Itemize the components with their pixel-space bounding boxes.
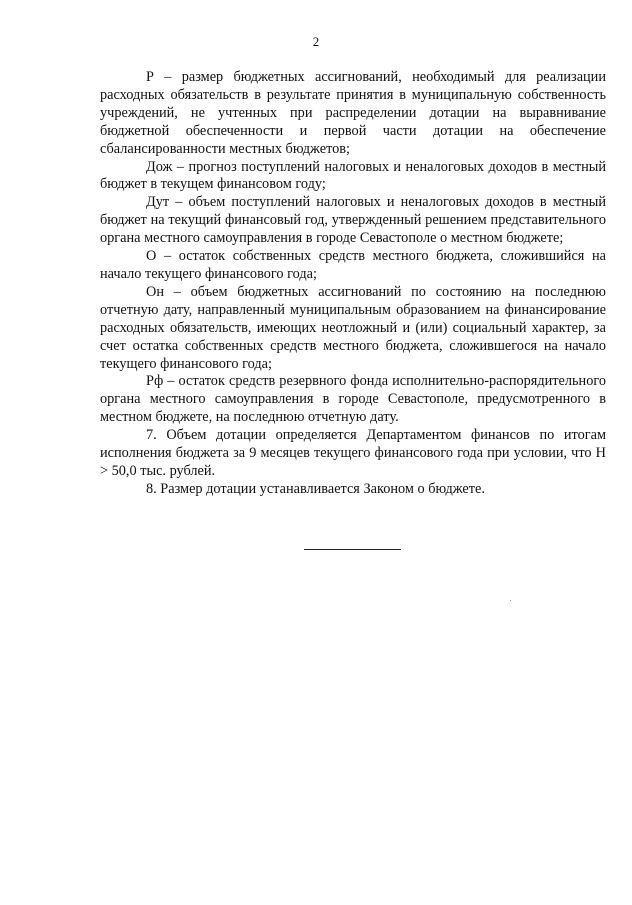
end-separator-line: [304, 549, 401, 550]
definition-rf: Рф – остаток средств резервного фонда исполнительно-распорядительного органа местного самоуправления в городе Севастополе, предусмотренного в местном бюджете, на последнюю отчетную дату.: [100, 373, 606, 426]
definition-on: Он – объем бюджетных ассигнований по состоянию на последнюю отчетную дату, направленный муниципальным образованием на финансирование расходных обязательств, имеющих неотложный и (или) социальный характер, за счет остатка собственных средств местного бюджета, сложившегося на начало текущего финансового года;: [100, 283, 606, 372]
document-body: [100, 69, 606, 499]
definition-o: О – остаток собственных средств местного бюджета, сложившийся на начало текущего финансового года;: [100, 248, 606, 282]
page-number: 2: [312, 34, 320, 49]
scan-speck: [510, 600, 511, 601]
definition-p: Р – размер бюджетных ассигнований, необходимый для реализации расходных обязательств в результате принятия в муниципальную собственность учреждений, не учтенных при распределении дотации на выравнивание бюджетной обеспеченности и первой части дотации на обеспечение сбалансированности местных бюджетов;: [100, 69, 606, 157]
clause-8: 8. Размер дотации устанавливается Законом о бюджете.: [146, 480, 485, 497]
definition-dozh: Дож – прогноз поступлений налоговых и неналоговых доходов в местный бюджет в текущем финансовом году;: [100, 158, 606, 193]
clause-7: 7. Объем дотации определяется Департаментом финансов по итогам исполнения бюджета за 9 месяцев текущего финансового года при условии, что Н > 50,0 тыс. рублей.: [100, 427, 606, 479]
definition-dut: Дут – объем поступлений налоговых и неналоговых доходов в местный бюджет на текущий финансовый год, утвержденный решением представительного органа местного самоуправления в городе Севастополе о местном бюджете;: [100, 194, 606, 247]
